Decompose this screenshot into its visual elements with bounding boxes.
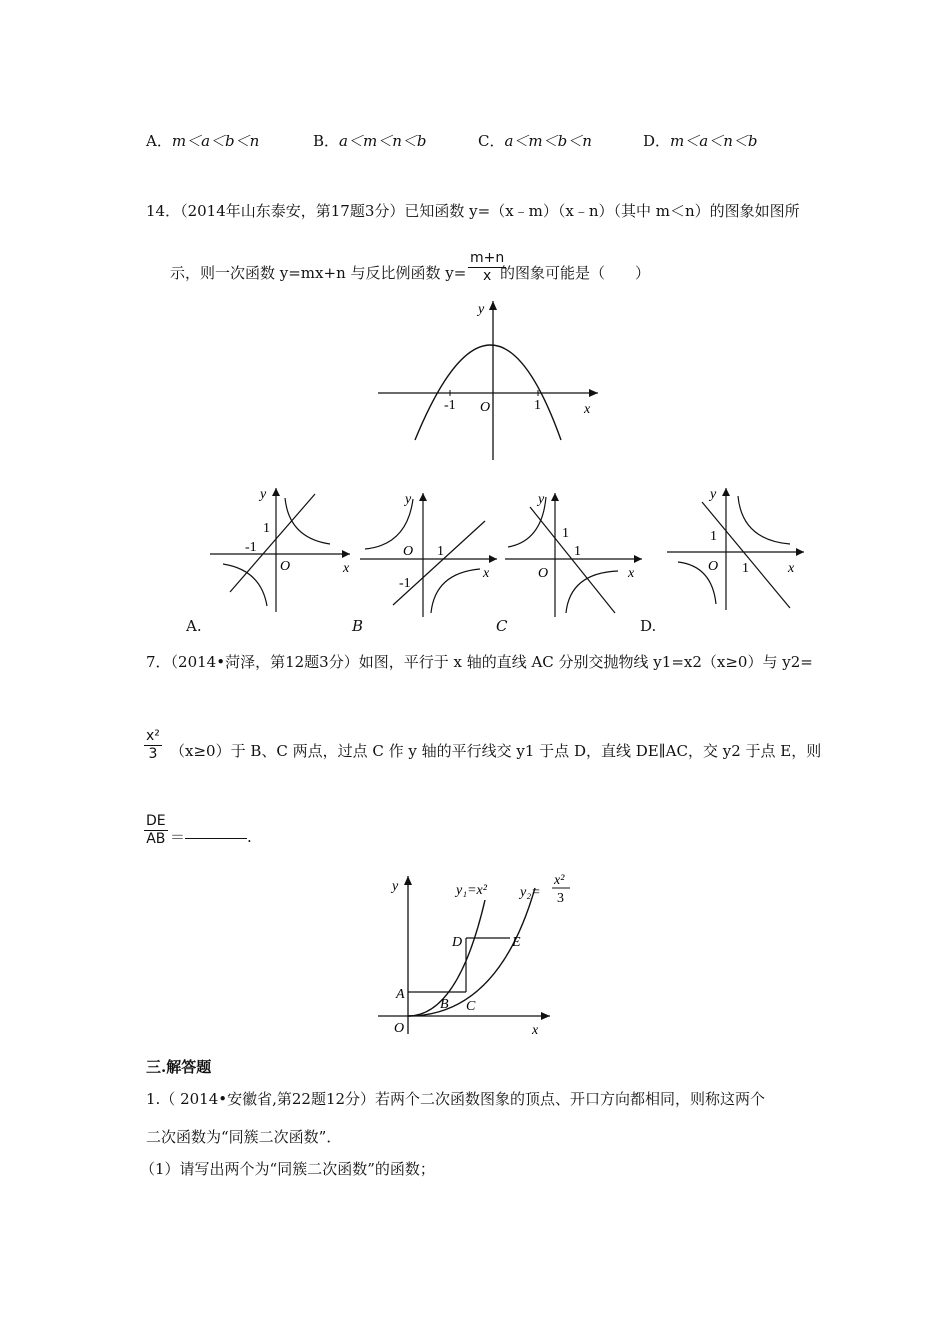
svg-text:-1: -1	[245, 540, 257, 555]
q14-option-b-label: B	[352, 617, 364, 635]
svg-text:y: y	[260, 487, 267, 502]
svg-text:O: O	[403, 544, 414, 559]
svg-text:x: x	[628, 566, 635, 581]
q14-line2a: 示，则一次函数 y=mx+n 与反比例函数 y=	[170, 264, 467, 282]
q7-ratio-de-ab: $\frac{DE}{AB}$	[146, 813, 166, 847]
fig7-y1-label: y₁=x²	[456, 883, 487, 898]
main-right-root-label: 1	[534, 398, 541, 413]
main-origin-label: O	[480, 400, 491, 415]
q13-option-d: D．m＜a＜n＜b	[643, 132, 758, 150]
q14-option-c-label: C	[496, 617, 508, 635]
q14-option-a-graph	[205, 480, 355, 615]
q14-option-b-graph	[355, 485, 505, 620]
svg-text:y: y	[538, 492, 545, 507]
q7-fraction-x2-over-3: $\frac{\text{x²}}{3}$	[146, 728, 160, 762]
q1-line1: 1.（ 2014•安徽省,第22题12分）若两个二次函数图象的顶点、开口方向都相同，则称这两个	[146, 1090, 766, 1108]
fig7-point-b: B	[440, 997, 449, 1012]
fig7-point-c: C	[466, 999, 476, 1014]
svg-text:1: 1	[710, 529, 717, 544]
q13-option-a: A．m＜a＜b＜n	[146, 132, 260, 150]
q14-option-a-label: A.	[186, 617, 202, 635]
svg-text:x: x	[483, 566, 490, 581]
fig7-origin: O	[394, 1021, 405, 1036]
svg-text:1: 1	[574, 544, 581, 559]
svg-text:x: x	[343, 561, 350, 576]
q14-main-graph	[370, 295, 610, 465]
q14-fraction: $\frac{m+n}{x}$	[470, 250, 505, 284]
svg-text:x: x	[788, 561, 795, 576]
svg-text:1: 1	[742, 561, 749, 576]
svg-text:-1: -1	[399, 576, 411, 591]
svg-text:O: O	[280, 559, 291, 574]
fig7-point-d: D	[452, 935, 463, 950]
fig7-x-label: x	[532, 1023, 539, 1038]
main-y-label: y	[478, 302, 485, 317]
q14-line2b: 的图象可能是（ ）	[500, 264, 651, 282]
q1-line2: 二次函数为“同簇二次函数”．	[146, 1128, 342, 1146]
q7-figure	[370, 862, 590, 1044]
svg-text:y: y	[405, 492, 412, 507]
section-heading: 三.解答题	[146, 1058, 212, 1076]
svg-text:O: O	[538, 566, 549, 581]
main-x-label: x	[584, 402, 591, 417]
fig7-y2-num: x²	[554, 873, 565, 888]
q7-answer-blank: ＝ .	[170, 828, 252, 846]
fig7-point-a: A	[396, 987, 405, 1002]
q14-option-d-graph	[662, 480, 812, 615]
svg-text:1: 1	[562, 526, 569, 541]
svg-text:1: 1	[263, 521, 270, 536]
svg-text:y: y	[710, 487, 717, 502]
q14-option-d-label: D.	[640, 617, 657, 635]
q14-option-c-graph	[500, 485, 650, 620]
q14-line1: 14．（2014年山东泰安，第17题3分）已知函数 y=（x﹣m）（x﹣n）（其中 m＜n）的图象如图所	[146, 202, 800, 220]
fig7-point-e: E	[512, 935, 521, 950]
fig7-y2-label: y₂=	[520, 885, 541, 900]
svg-text:1: 1	[437, 544, 444, 559]
q1-subquestion-1: （1）请写出两个为“同簇二次函数”的函数；	[140, 1160, 435, 1178]
q7-line1: 7．（2014•菏泽，第12题3分）如图，平行于 x 轴的直线 AC 分别交抛物线 y1=x2（x≥0）与 y2=	[146, 653, 813, 671]
main-left-root-label: -1	[444, 398, 456, 413]
fig7-y-label: y	[392, 879, 399, 894]
q13-option-c: C．a＜m＜b＜n	[478, 132, 592, 150]
q7-line2: （x≥0）于 B、C 两点，过点 C 作 y 轴的平行线交 y1 于点 D，直线 DE∥AC，交 y2 于点 E，则	[170, 742, 822, 760]
fig7-y2-den: 3	[557, 891, 564, 906]
svg-text:O: O	[708, 559, 719, 574]
q13-option-b: B．a＜m＜n＜b	[313, 132, 427, 150]
